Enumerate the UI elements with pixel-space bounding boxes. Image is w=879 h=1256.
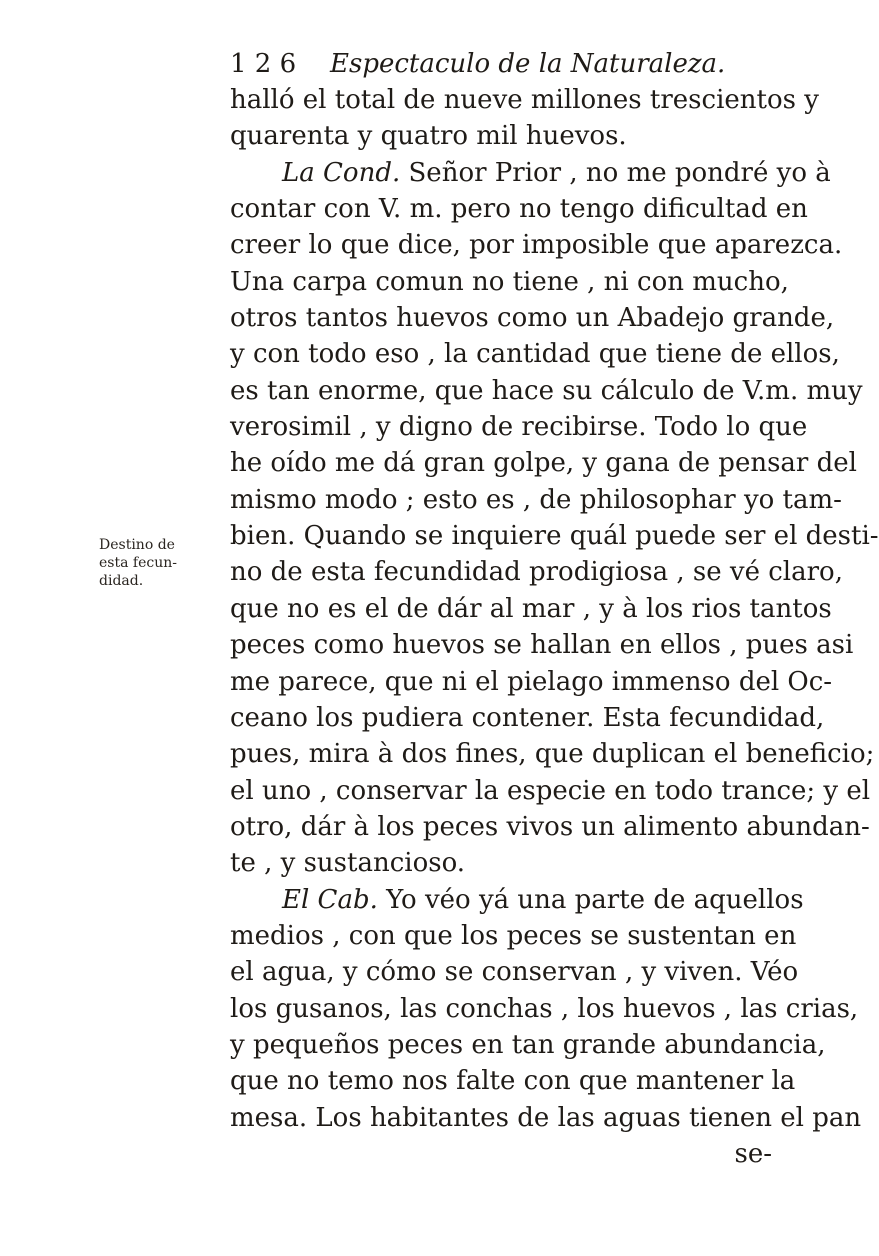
text-line: La Cond. Señor Prior , no me pondré yo à	[282, 157, 831, 188]
margin-note-line: esta fecun-	[99, 555, 177, 571]
text-line: El Cab. Yo véo yá una parte de aquellos	[282, 884, 804, 915]
text-line: he oído me dá gran golpe, y gana de pensar del	[230, 448, 857, 479]
text-line: mismo modo ; esto es , de philosophar yo tam-	[230, 484, 842, 515]
text-line: el uno , conservar la especie en todo trance; y el	[230, 775, 871, 806]
text-line: medios , con que los peces se sustentan en	[230, 920, 797, 951]
text-line: otro, dár à los peces vivos un alimento abundan-	[230, 811, 870, 842]
running-title: Espectaculo de la Naturaleza.	[330, 49, 726, 79]
text-line: el agua, y cómo se conservan , y viven. Véo	[230, 957, 799, 988]
text-line: pues, mira à dos fines, que duplican el beneficio;	[230, 739, 875, 770]
text-line: verosimil , y digno de recibirse. Todo lo que	[230, 412, 808, 443]
text-line: mesa. Los habitantes de las aguas tienen el pan	[230, 1102, 862, 1133]
text-line: me parece, que ni el pielago immenso del Oc-	[230, 666, 833, 697]
text-line: es tan enorme, que hace su cálculo de V.m. muy	[230, 375, 863, 406]
text-line: los gusanos, las conchas , los huevos , las crias,	[230, 993, 859, 1024]
margin-note-line: didad.	[99, 573, 144, 589]
text-line: bien. Quando se inquiere quál puede ser el desti-	[230, 521, 879, 552]
text-line: otros tantos huevos como un Abadejo grande,	[230, 303, 835, 334]
text-line: te , y sustancioso.	[230, 848, 466, 879]
body-text	[230, 82, 879, 1172]
text-line: no de esta fecundidad prodigiosa , se vé claro,	[230, 557, 843, 588]
page-number: 1 2 6	[230, 49, 297, 79]
margin-note-line: Destino de	[99, 537, 175, 553]
text-line: que no temo nos falte con que mantener la	[230, 1066, 796, 1097]
speaker-label: La Cond.	[282, 157, 401, 188]
text-line: halló el total de nueve millones trescientos y	[230, 85, 819, 115]
page-header	[230, 44, 770, 84]
speaker-label: El Cab.	[282, 884, 378, 915]
text-line: que no es el de dár al mar , y à los rios tantos	[230, 593, 832, 624]
text-line: peces como huevos se hallan en ellos , pues asi	[230, 630, 854, 661]
text-line: Una carpa comun no tiene , ni con mucho,	[230, 266, 789, 297]
text-line: y con todo eso , la cantidad que tiene de ellos,	[230, 339, 840, 370]
text-line: y pequeños peces en tan grande abundancia,	[230, 1029, 826, 1060]
text-line: contar con V. m. pero no tengo dificultad en	[230, 194, 808, 225]
catchword: se-	[734, 1138, 772, 1169]
text-line: creer lo que dice, por imposible que aparezca.	[230, 230, 843, 261]
text-line: quarenta y quatro mil huevos.	[230, 121, 627, 152]
text-line: ceano los pudiera contener. Esta fecundidad,	[230, 702, 825, 733]
margin-note	[99, 536, 219, 590]
